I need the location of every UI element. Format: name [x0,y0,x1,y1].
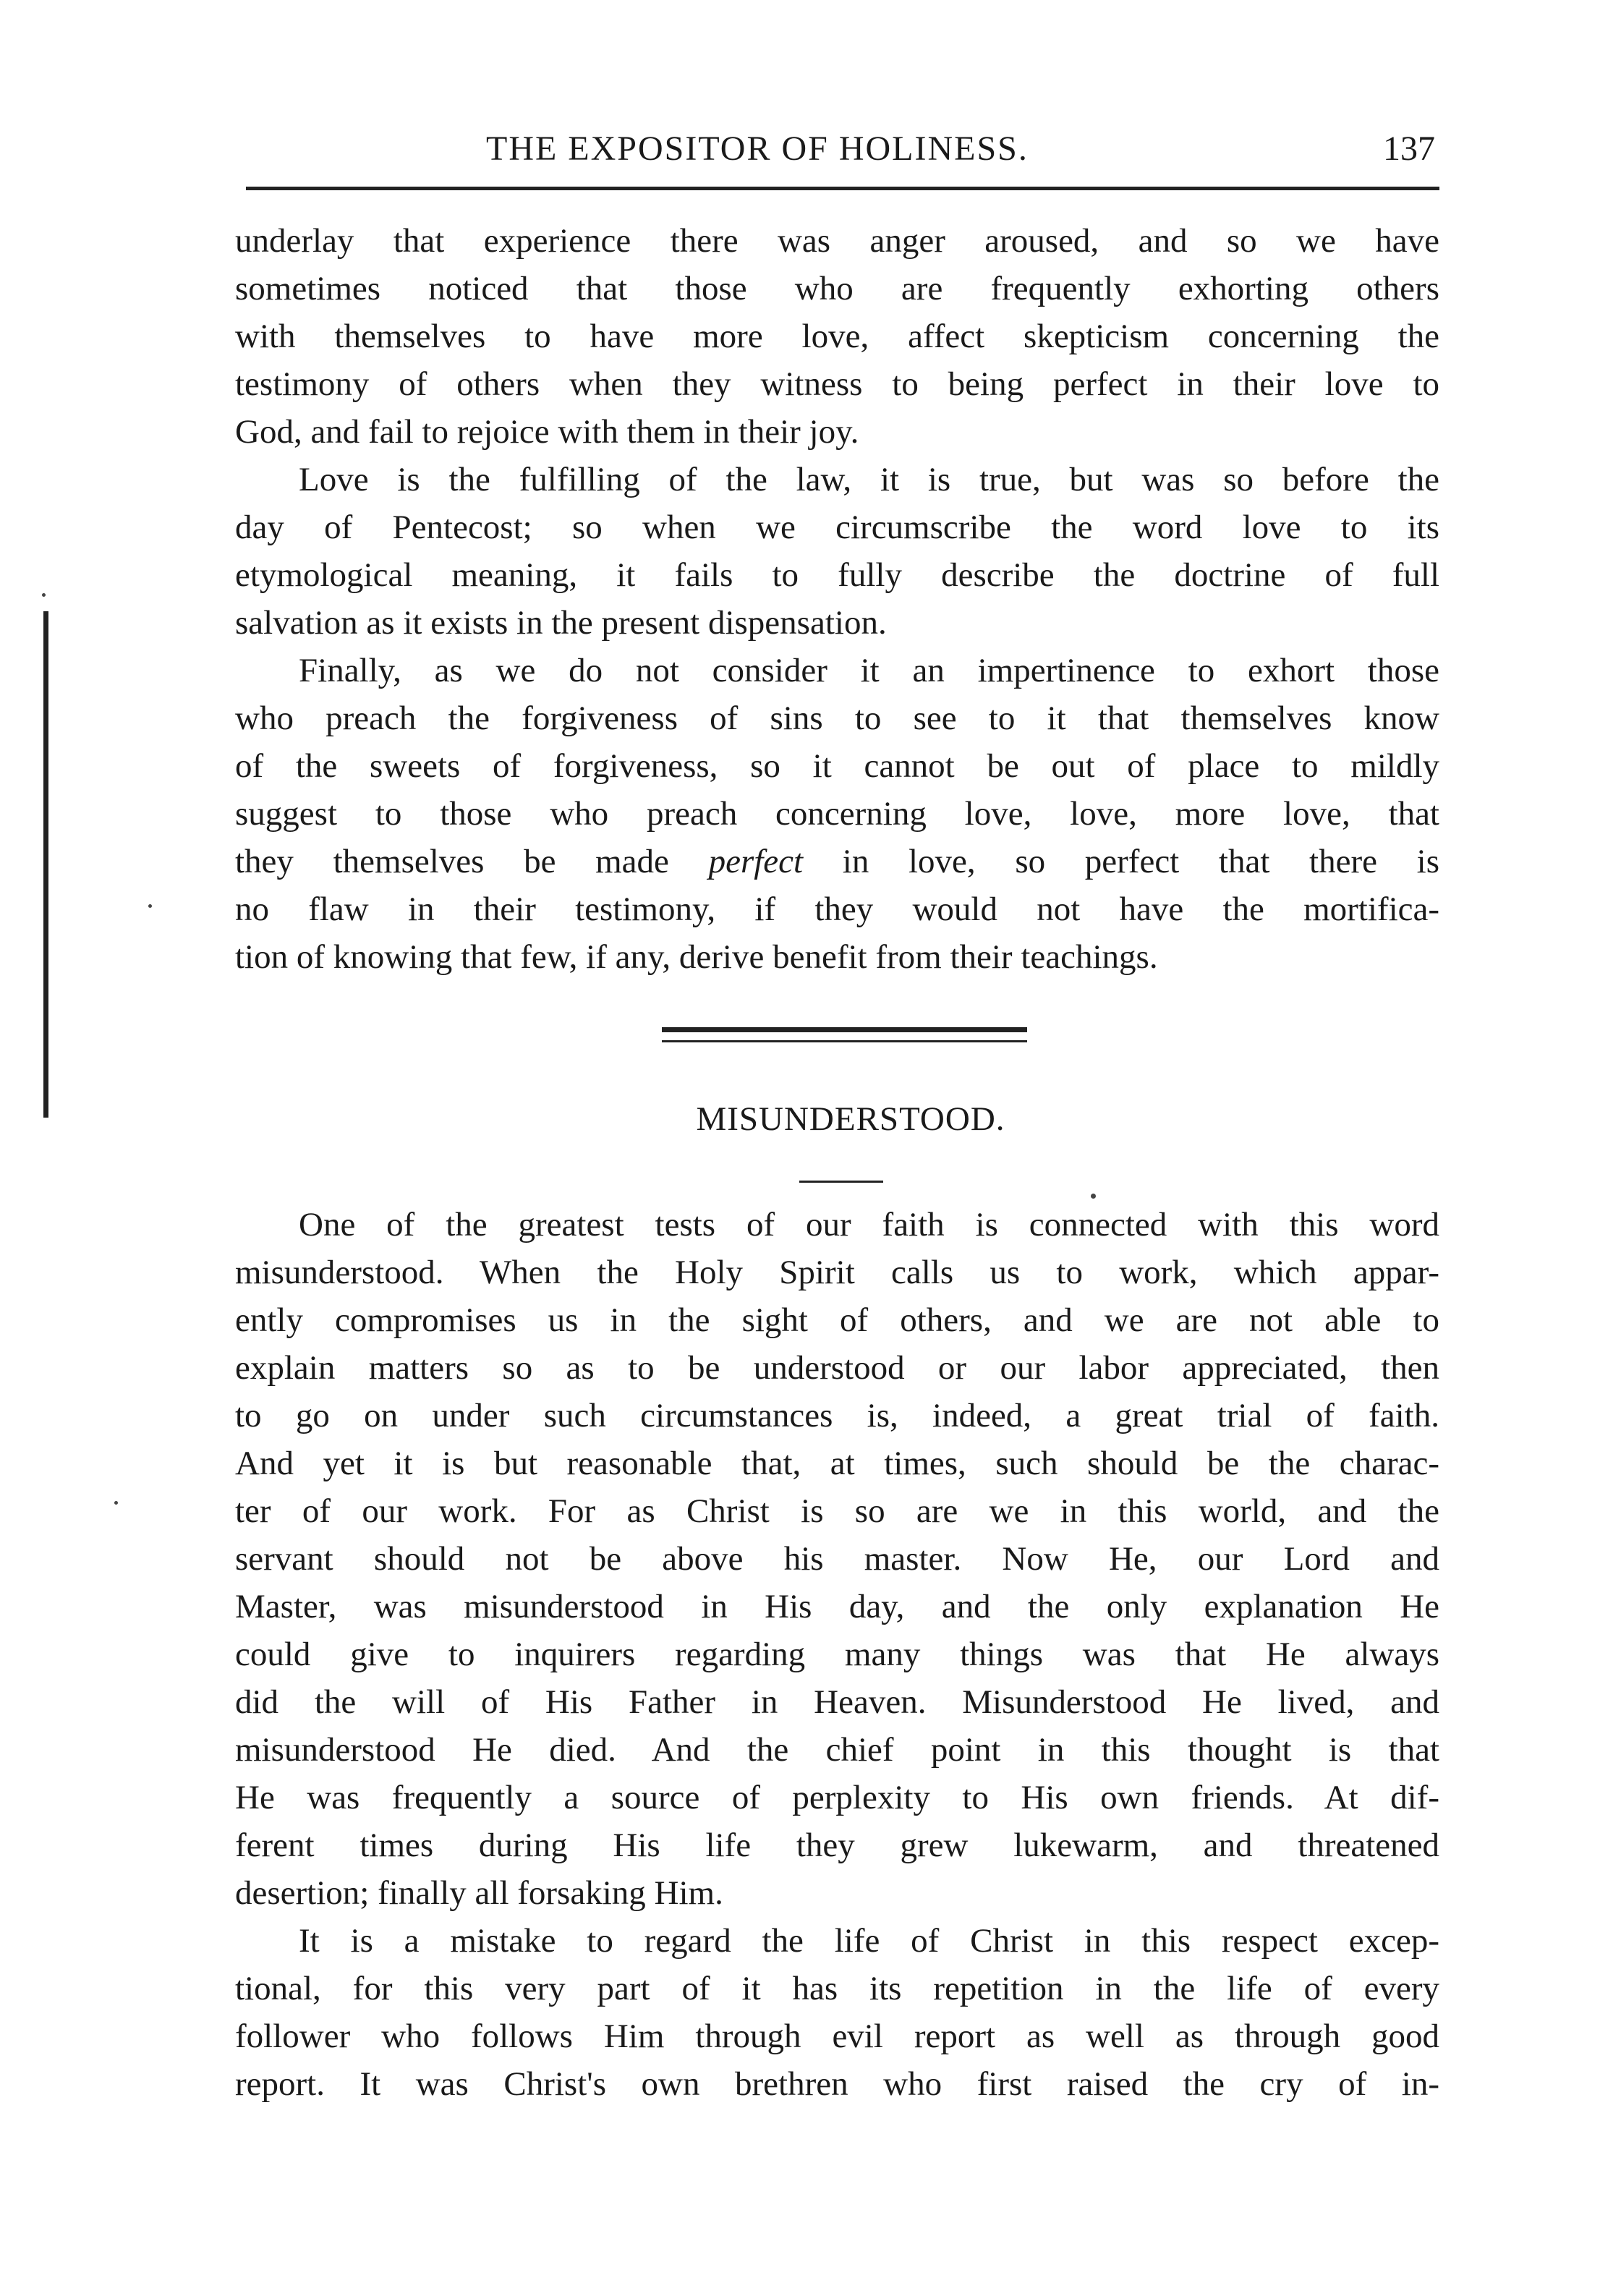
text-line: desertion; finally all forsaking Him. [235,1874,723,1912]
text-line: report. It was Christ's own brethren who first raised the cry of in- [235,2065,1439,2103]
text-line: It is a mistake to regard the life of Christ in this respect excep- [299,1922,1439,1960]
text-line: follower who follows Him through evil report as well as through good [235,2017,1439,2055]
text-line: ently compromises us in the sight of others, and we are not able to [235,1301,1439,1339]
text-line: testimony of others when they witness to being perfect in their love to [235,365,1439,403]
text-line: with themselves to have more love, affect skepticism concerning the [235,318,1439,355]
section-separator-thin [662,1040,1027,1042]
text-fragment: they themselves be made [235,843,669,880]
text-line: underlay that experience there was anger aroused, and so we have [235,222,1439,260]
section-2-body [235,1201,1439,2108]
text-line: did the will of His Father in Heaven. Misunderstood He lived, and [235,1683,1439,1721]
text-line: etymological meaning, it fails to fully describe the doctrine of full [235,556,1439,594]
scan-speck [148,904,152,908]
text-line: who preach the forgiveness of sins to see to it that themselves know [235,700,1439,737]
text-line: no flaw in their testimony, if they would not have the mortifica- [235,890,1439,928]
text-line: salvation as it exists in the present dispensation. [235,604,887,642]
text-line: suggest to those who preach concerning love, love, more love, that [235,795,1439,833]
text-line: Master, was misunderstood in His day, and the only explanation He [235,1588,1439,1625]
scan-margin-line [43,611,48,1118]
text-line: And yet it is but reasonable that, at times, such should be the charac- [235,1445,1439,1482]
text-line: sometimes noticed that those who are frequently exhorting others [235,270,1439,307]
section-title: MISUNDERSTOOD. [696,1100,1005,1138]
emphasized-word: perfect [708,843,804,880]
text-fragment: in love, so perfect that there is [842,843,1439,880]
text-line: tional, for this very part of it has its repetition in the life of every [235,1970,1439,2007]
page-number: 137 [1383,129,1435,168]
header-rule [246,187,1439,190]
text-line: Love is the fulfilling of the law, it is true, but was so before the [299,461,1439,498]
text-line: Finally, as we do not consider it an impertinence to exhort those [299,652,1439,689]
text-line: tion of knowing that few, if any, derive benefit from their teachings. [235,938,1158,976]
text-line-with-emphasis [235,838,1439,885]
scan-speck [1091,1194,1096,1199]
text-line: servant should not be above his master. Now He, our Lord and [235,1540,1439,1578]
scan-speck [42,593,46,597]
text-line: He was frequently a source of perplexity to His own friends. At dif- [235,1779,1439,1816]
text-line: day of Pentecost; so when we circumscribe the word love to its [235,509,1439,546]
text-line: ferent times during His life they grew lukewarm, and threatened [235,1827,1439,1864]
scan-speck [114,1501,118,1505]
text-line: God, and fail to rejoice with them in their joy. [235,413,859,451]
title-underline-rule [799,1181,883,1183]
text-line: could give to inquirers regarding many things was that He always [235,1636,1439,1673]
running-header-title: THE EXPOSITOR OF HOLINESS. [486,129,1029,168]
text-line: misunderstood. When the Holy Spirit calls us to work, which appar- [235,1254,1439,1291]
text-line: ter of our work. For as Christ is so are we in this world, and the [235,1492,1439,1530]
text-line: misunderstood He died. And the chief point in this thought is that [235,1731,1439,1769]
section-separator-thick [662,1027,1027,1032]
text-line: explain matters so as to be understood or our labor appreciated, then [235,1349,1439,1387]
section-1-body [235,217,1439,981]
text-line: to go on under such circumstances is, indeed, a great trial of faith. [235,1397,1439,1434]
text-line: of the sweets of forgiveness, so it cannot be out of place to mildly [235,747,1439,785]
text-line: One of the greatest tests of our faith is connected with this word [299,1206,1439,1243]
